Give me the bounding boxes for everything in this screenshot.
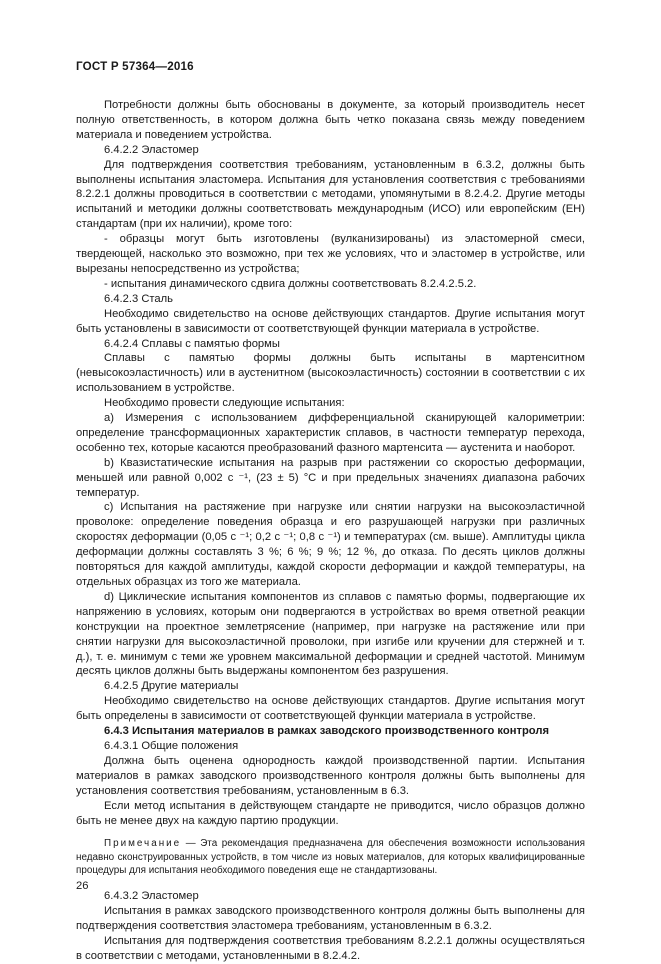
paragraph-fpc-elastomer: Испытания в рамках заводского производственного контроля должны быть выполнены для подтверждения соответствия эластомера требованиям, установленным в 6.3.2. <box>76 904 585 932</box>
document-header: ГОСТ Р 57364—2016 <box>76 60 194 73</box>
document-body <box>76 98 585 964</box>
section-heading-6-4-3: 6.4.3 Испытания материалов в рамках заводского производственного контроля <box>104 725 549 738</box>
paragraph-steel: Необходимо свидетельство на основе действующих стандартов. Другие испытания могут быть установлены в зависимости от соответствующей функции материала в устройстве. <box>76 307 585 335</box>
paragraph-sample-count: Если метод испытания в действующем стандарте не приводится, число образцов должно быть не менее двух на каждую партию продукции. <box>76 799 585 827</box>
paragraph-needs-justification: Потребности должны быть обоснованы в документе, за который производитель несет полную ответственность, в котором должна быть четко показана связь между поведением материала и поведением устройства. <box>76 99 585 141</box>
list-item-d-cyclic: d) Циклические испытания компонентов из сплавов с памятью формы, подвергающие их напряжению в условиях, которым они подвергаются в устройствах во время ответной реакции конструкции на проектное землетрясение (например, при нагрузке на растяжение или при снятии нагрузки для высокоэластичной проволоки, при изгибе или кручении для стержней и т. д.), т. е. минимум с теми же уровнем максимальной деформации и средней частотой. Минимум десять циклов должны быть выдержаны компонентом без разрушения. <box>76 590 585 678</box>
section-heading-6-4-3-1: 6.4.3.1 Общие положения <box>104 739 239 752</box>
paragraph-elastomer-tests: Для подтверждения соответствия требованиям, установленным в 6.3.2, должны быть выполнены испытания эластомера. Испытания для установления соответствия с требованиями 8.2.2.1 должны проводиться в соответствии с методами, упомянутыми в 8.2.4.2. Другие методы испытаний и методики должны соответствовать международным (ИСО) или европейским (ЕН) стандартам (при их наличии), кроме того: <box>76 158 585 231</box>
note-text: — Эта рекомендация предназначена для обеспечения возможности использования недавно сконструированных устройств, в том числе из новых материалов, для которых квалифицированные процедуры для испытания необходимого поведения еще не стандартизованы. <box>76 838 585 876</box>
section-heading-6-4-3-2: 6.4.3.2 Эластомер <box>104 890 199 903</box>
list-item-dynamic-shear: - испытания динамического сдвига должны соответствовать 8.2.4.2.5.2. <box>104 277 477 290</box>
paragraph-batch-uniformity: Должна быть оценена однородность каждой производственной партии. Испытания материалов в рамках заводского производственного контроля должны быть выполнены для установления соответствия требованиям, установленным в 6.3. <box>76 754 585 797</box>
section-heading-6-4-2-5: 6.4.2.5 Другие материалы <box>104 680 239 693</box>
paragraph-sma-states: Сплавы с памятью формы должны быть испытаны в мартенситном (невысокоэластичность) или в аустенитном (высокоэластичность) состоянии в соответствии с их использованием в устройстве. <box>76 352 585 395</box>
section-heading-6-4-2-3: 6.4.2.3 Сталь <box>104 292 173 305</box>
list-item-a-dsc: a) Измерения с использованием дифференциальной сканирующей калориметрии: определение трансформационных характеристик сплавов, в частности температур перехода, особенно тех, которые касаются преобразований фазного мартенсита — аустенита и наоборот. <box>76 412 585 454</box>
paragraph-fpc-methods: Испытания для подтверждения соответствия требованиям 8.2.2.1 должны осуществляться в соответствии с методами, установленными в 8.2.4.2. <box>76 934 585 962</box>
paragraph-other-materials: Необходимо свидетельство на основе действующих стандартов. Другие испытания могут быть определены в зависимости от соответствующей функции материала в устройстве. <box>76 695 585 723</box>
list-item-specimens: - образцы могут быть изготовлены (вулканизированы) из эластомерной смеси, твердеющей, насколько это возможно, при тех же условиях, что и эластомер в устройстве, или вырезаны непосредственно из устройства; <box>76 233 585 275</box>
section-heading-6-4-2-2: 6.4.2.2 Эластомер <box>104 143 199 156</box>
paragraph-tests-intro: Необходимо провести следующие испытания: <box>104 397 345 410</box>
note-label: Примечание <box>104 838 182 850</box>
section-heading-6-4-2-4: 6.4.2.4 Сплавы с памятью формы <box>104 337 280 350</box>
list-item-c-loading: c) Испытания на растяжение при нагрузке или снятии нагрузки на высокоэластичной проволоке: определение поведения образца и его разрушающей нагрузки при различных скоростях деформации (0,05 с ⁻¹; 0,2 с ⁻¹; 0,8 с ⁻¹) и температурах (см. выше). Амплитуды цикла деформации должны составлять 3 %; 6 %; 9 %; 12 %, до отказа. По десять циклов должны повторяться для каждой амплитуды, каждой скорости деформации и каждой температуры, на отдельных образцах из того же материала. <box>76 501 585 588</box>
list-item-b-tensile: b) Квазистатические испытания на разрыв при растяжении со скоростью деформации, меньшей или равной 0,002 с ⁻¹, (23 ± 5) °C и при предельных значениях диапазона рабочих температур. <box>76 456 585 499</box>
page-number: 26 <box>76 880 89 892</box>
note <box>76 837 585 877</box>
